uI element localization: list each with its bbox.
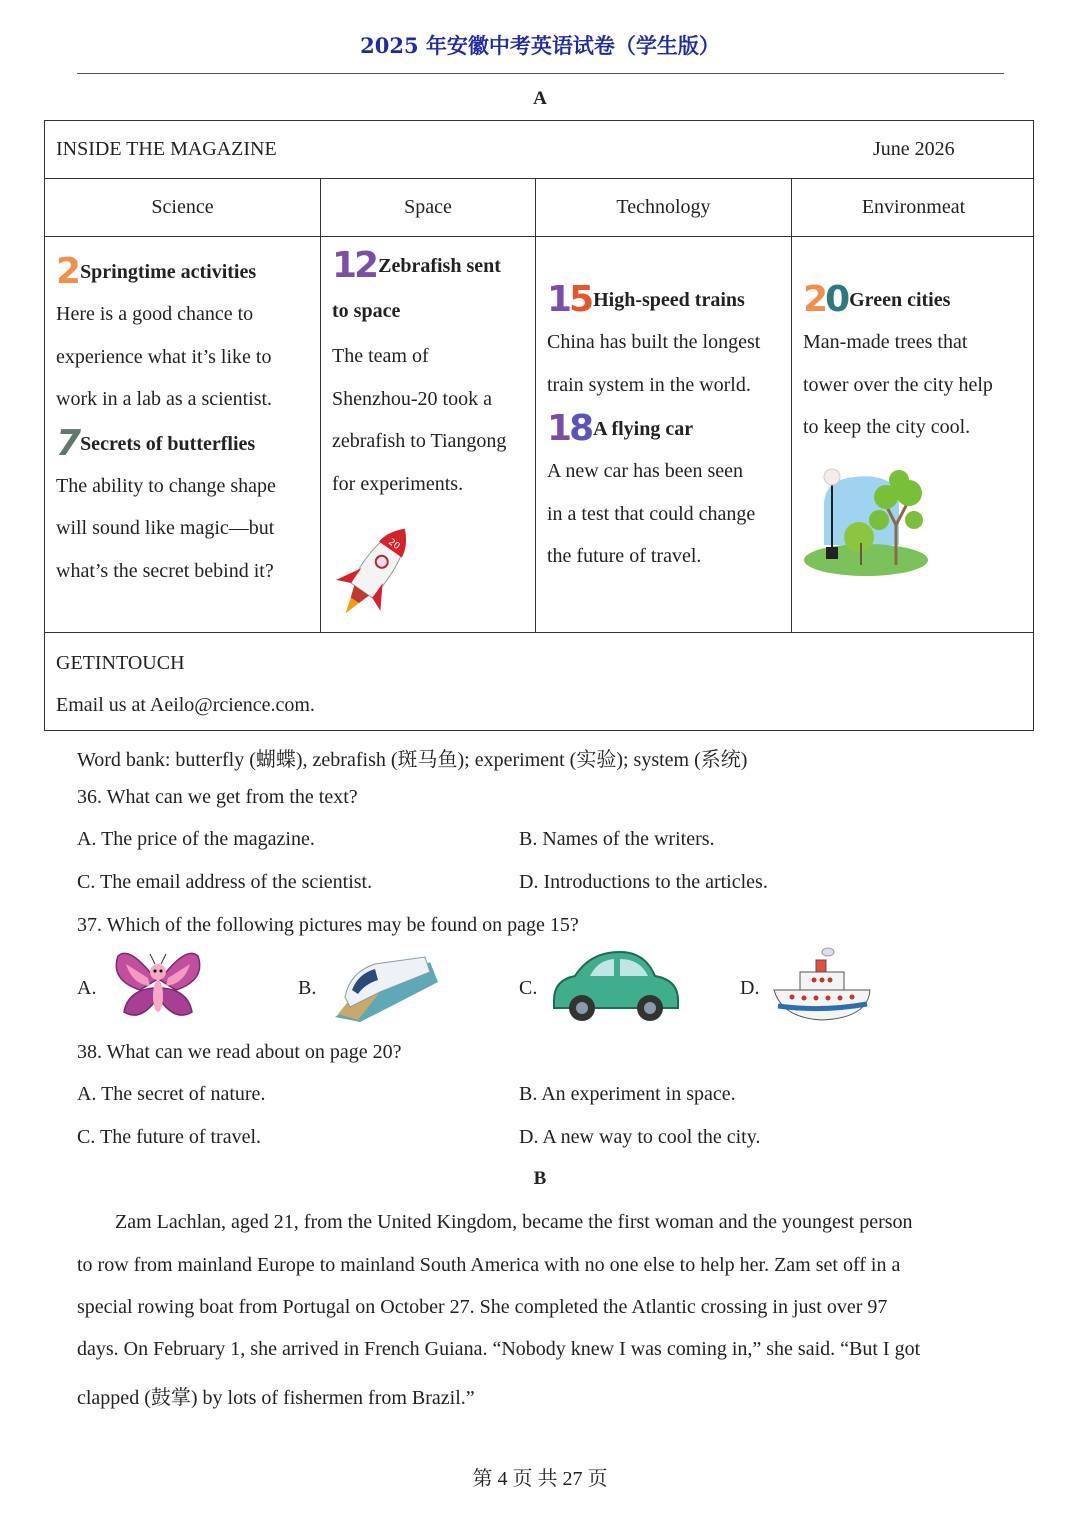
- high-speed-train-icon[interactable]: [330, 952, 438, 1022]
- car-icon[interactable]: [550, 950, 682, 1022]
- article-heading: [56, 423, 314, 465]
- passage-line: Zam Lachlan, aged 21, from the United Kingdom, became the first woman and the youngest person: [115, 1211, 913, 1233]
- rocket-label: 20: [386, 537, 402, 552]
- article-body-line: The team of: [332, 345, 429, 367]
- category-label: Technology: [616, 196, 711, 218]
- article-body-line: what’s the secret bebind it?: [56, 559, 274, 582]
- article-body-line: Man-made trees that: [803, 331, 968, 353]
- article-body-line: train system in the world.: [547, 373, 751, 396]
- environment-cell: [792, 237, 1035, 632]
- article-title: Secrets of butterflies: [80, 432, 256, 455]
- article-title-continued: to space: [332, 300, 401, 322]
- article-body-line: the future of travel.: [547, 545, 702, 567]
- article-body-line: to keep the city cool.: [803, 416, 971, 438]
- question-36-option-c[interactable]: C. The email address of the scientist.: [77, 871, 373, 893]
- section-b-label: B: [533, 1168, 547, 1189]
- page-number-badge: 7: [56, 422, 79, 464]
- question-37-option-d[interactable]: D.: [740, 977, 760, 999]
- article-body-line: for experiments.: [332, 472, 464, 495]
- article-body-line: China has built the longest: [547, 331, 761, 353]
- question-38-option-c[interactable]: C. The future of travel.: [77, 1126, 262, 1148]
- contact-heading: GETINTOUCH: [56, 652, 185, 674]
- article-body-line: in a test that could change: [547, 502, 756, 525]
- space-cell: [321, 237, 536, 632]
- article-title: High-speed trains: [593, 289, 745, 311]
- technology-cell: [536, 237, 792, 632]
- category-label: Space: [404, 196, 452, 218]
- page-number-badge: 12: [332, 245, 377, 286]
- passage-line: days. On February 1, she arrived in French Guiana. “Nobody knew I was coming in,” she said. “But I got: [77, 1338, 921, 1360]
- question-38-stem: 38. What can we read about on page 20?: [77, 1041, 402, 1063]
- article-body-line: will sound like magic—but: [56, 517, 275, 539]
- page-number-badge: 18: [547, 408, 592, 449]
- category-environment: [792, 179, 1035, 236]
- article-body-line: work in a lab as a scientist.: [56, 388, 273, 410]
- page-number-badge: 20: [803, 279, 848, 320]
- page-number-badge: 2: [56, 251, 79, 292]
- contact-email: Email us at Aeilo@rcience.com.: [56, 694, 315, 716]
- passage-line: special rowing boat from Portugal on October 27. She completed the Atlantic crossing in just over 97: [77, 1296, 888, 1318]
- contact-row: [45, 633, 1033, 730]
- page-number-badge: 15: [547, 279, 592, 320]
- article-title: A flying car: [593, 418, 694, 440]
- category-space: [321, 179, 536, 236]
- article-body-line: zebrafish to Tiangong: [332, 430, 507, 452]
- butterfly-icon[interactable]: [110, 950, 206, 1022]
- magazine-table: [44, 120, 1034, 731]
- category-label: Science: [151, 196, 214, 218]
- page-header-title: 2025 年安徽中考英语试卷（学生版）: [360, 33, 720, 58]
- rocket-icon: [331, 515, 421, 625]
- article-body-line: tower over the city help: [803, 373, 993, 396]
- article-body-line: The ability to change shape: [56, 474, 276, 497]
- magazine-date: June 2026: [873, 138, 955, 160]
- header-divider: [77, 73, 1004, 74]
- question-37-option-c[interactable]: C.: [519, 977, 538, 999]
- question-37-option-b[interactable]: B.: [298, 977, 317, 999]
- category-science: [45, 179, 321, 236]
- question-38-option-d[interactable]: D. A new way to cool the city.: [519, 1126, 761, 1148]
- word-bank: Word bank: butterfly (蝴蝶), zebrafish (斑马鱼); experiment (实验); system (系统): [77, 749, 748, 771]
- article-heading: [803, 279, 1029, 321]
- question-37-option-a[interactable]: A.: [77, 977, 97, 999]
- article-body-line: Shenzhou-20 took a: [332, 387, 492, 410]
- article-body-line: A new car has been seen: [547, 460, 744, 482]
- category-row: [45, 179, 1033, 237]
- question-38-option-b[interactable]: B. An experiment in space.: [519, 1083, 736, 1105]
- question-36-option-b[interactable]: B. Names of the writers.: [519, 828, 715, 850]
- article-title: Green cities: [849, 289, 951, 311]
- question-38-option-a[interactable]: A. The secret of nature.: [77, 1083, 266, 1105]
- category-technology: [536, 179, 792, 236]
- passage-line: clapped (鼓掌) by lots of fishermen from Brazil.”: [77, 1387, 475, 1409]
- park-trees-icon: [804, 465, 939, 580]
- question-36-option-a[interactable]: A. The price of the magazine.: [77, 828, 315, 850]
- magazine-title: INSIDE THE MAGAZINE: [56, 138, 277, 160]
- question-37-stem: 37. Which of the following pictures may be found on page 15?: [77, 914, 579, 936]
- article-heading: [547, 408, 785, 450]
- article-heading: [56, 251, 314, 293]
- category-label: Environmeat: [861, 196, 966, 218]
- magazine-header-row: [45, 121, 1033, 179]
- articles-row: [45, 237, 1033, 633]
- article-title: Zebrafish sent: [378, 255, 501, 277]
- article-heading: [547, 279, 785, 321]
- section-a-label: A: [533, 88, 547, 109]
- page-indicator: 第 4 页 共 27 页: [472, 1468, 608, 1490]
- ship-icon[interactable]: [772, 946, 872, 1026]
- science-cell: [45, 237, 321, 632]
- article-title: Springtime activities: [80, 261, 257, 283]
- article-heading: [332, 245, 529, 287]
- article-body-line: Here is a good chance to: [56, 303, 254, 325]
- passage-line: to row from mainland Europe to mainland South America with no one else to help her. Zam set off in a: [77, 1254, 901, 1276]
- article-body-line: experience what it’s like to: [56, 345, 272, 368]
- question-36-stem: 36. What can we get from the text?: [77, 786, 358, 808]
- question-36-option-d[interactable]: D. Introductions to the articles.: [519, 871, 768, 893]
